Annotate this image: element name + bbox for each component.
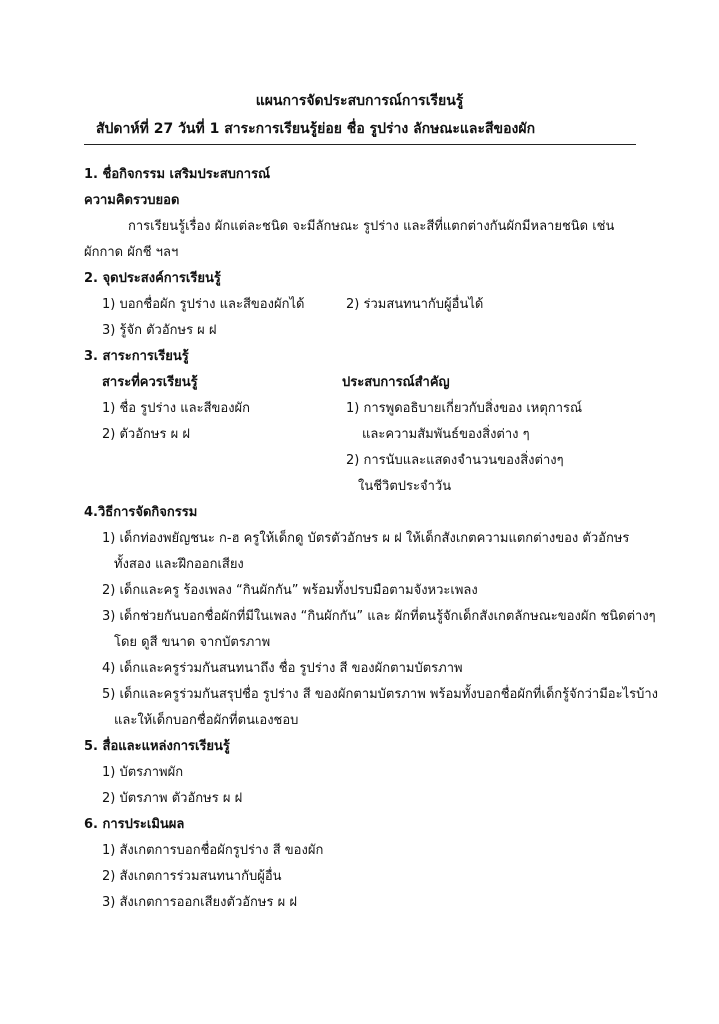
activity-5-line-1: 5) เด็กและครูร่วมกันสรุปชื่อ รูปร่าง สี ของผักตามบัตรภาพ พร้อมทั้งบอกชื่อผักที่เด็กรู้จักว่ามีอะไรบ้าง [102, 687, 659, 702]
objective-3: 3) รู้จัก ตัวอักษร ผ ฝ [102, 323, 217, 338]
activity-3-line-2: โดย ดูสี ขนาด จากบัตรภาพ [114, 635, 271, 650]
content-right-heading: ประสบการณ์สำคัญ [342, 375, 450, 390]
section-4-heading: 4.วิธีการจัดกิจกรรม [84, 505, 198, 520]
section-6-heading: 6. การประเมินผล [84, 817, 185, 832]
title-divider [84, 144, 636, 145]
content-right-item-1a: 1) การพูดอธิบายเกี่ยวกับสิ่งของ เหตุการณ์ [346, 401, 583, 416]
content-right-item-2b: ในชีวิตประจำวัน [358, 479, 452, 494]
document-title: แผนการจัดประสบการณ์การเรียนรู้ [255, 93, 464, 109]
media-item-2: 2) บัตรภาพ ตัวอักษร ผ ฝ [102, 791, 243, 806]
document-subtitle: สัปดาห์ที่ 27 วันที่ 1 สาระการเรียนรู้ย่อย ชื่อ รูปร่าง ลักษณะและสีของผัก [96, 121, 536, 137]
section-5-heading: 5. สื่อและแหล่งการเรียนรู้ [84, 739, 230, 754]
objective-2: 2) ร่วมสนทนากับผู้อื่นได้ [346, 297, 484, 312]
section-2-heading: 2. จุดประสงค์การเรียนรู้ [84, 271, 221, 286]
content-left-heading: สาระที่ควรเรียนรู้ [102, 375, 198, 390]
activity-5-line-2: และให้เด็กบอกชื่อผักที่ตนเองชอบ [114, 713, 299, 728]
evaluation-item-2: 2) สังเกตการร่วมสนทนากับผู้อื่น [102, 869, 282, 884]
section-1-heading: 1. ชื่อกิจกรรม เสริมประสบการณ์ [84, 167, 271, 182]
evaluation-item-3: 3) สังเกตการออกเสียงตัวอักษร ผ ฝ [102, 895, 297, 910]
concept-text-line-1: การเรียนรู้เรื่อง ผักแต่ละชนิด จะมีลักษณะ รูปร่าง และสีที่แตกต่างกันผักมีหลายชนิด เช่น [128, 219, 615, 234]
content-right-item-2a: 2) การนับและแสดงจำนวนของสิ่งต่างๆ [346, 453, 564, 468]
section-3-heading: 3. สาระการเรียนรู้ [84, 349, 189, 364]
activity-2: 2) เด็กและครู ร้องเพลง “กินผักกัน” พร้อมทั้งปรบมือตามจังหวะเพลง [102, 583, 478, 598]
concept-text-line-2: ผักกาด ผักชี ฯลฯ [84, 245, 179, 260]
evaluation-item-1: 1) สังเกตการบอกชื่อผักรูปร่าง สี ของผัก [102, 843, 324, 858]
concept-heading: ความคิดรวบยอด [84, 193, 180, 208]
activity-4: 4) เด็กและครูร่วมกันสนทนาถึง ชื่อ รูปร่าง สี ของผักตามบัตรภาพ [102, 661, 463, 676]
objective-1: 1) บอกชื่อผัก รูปร่าง และสีของผักได้ [102, 297, 305, 312]
content-right-item-1b: และความสัมพันธ์ของสิ่งต่าง ๆ [362, 427, 530, 442]
content-left-item-1: 1) ชื่อ รูปร่าง และสีของผัก [102, 401, 251, 416]
activity-3-line-1: 3) เด็กช่วยกันบอกชื่อผักที่มีในเพลง “กินผักกัน” และ ผักที่ตนรู้จักเด็กสังเกตลักษณะของผัก ชนิดต่างๆ [102, 609, 656, 624]
content-left-item-2: 2) ตัวอักษร ผ ฝ [102, 427, 190, 442]
activity-1-line-1: 1) เด็กท่องพยัญชนะ ก-ฮ ครูให้เด็กดู บัตรตัวอักษร ผ ฝ ให้เด็กสังเกตความแตกต่างของ ตัวอักษร [102, 531, 630, 546]
media-item-1: 1) บัตรภาพผัก [102, 765, 184, 780]
activity-1-line-2: ทั้งสอง และฝึกออกเสียง [114, 557, 244, 572]
